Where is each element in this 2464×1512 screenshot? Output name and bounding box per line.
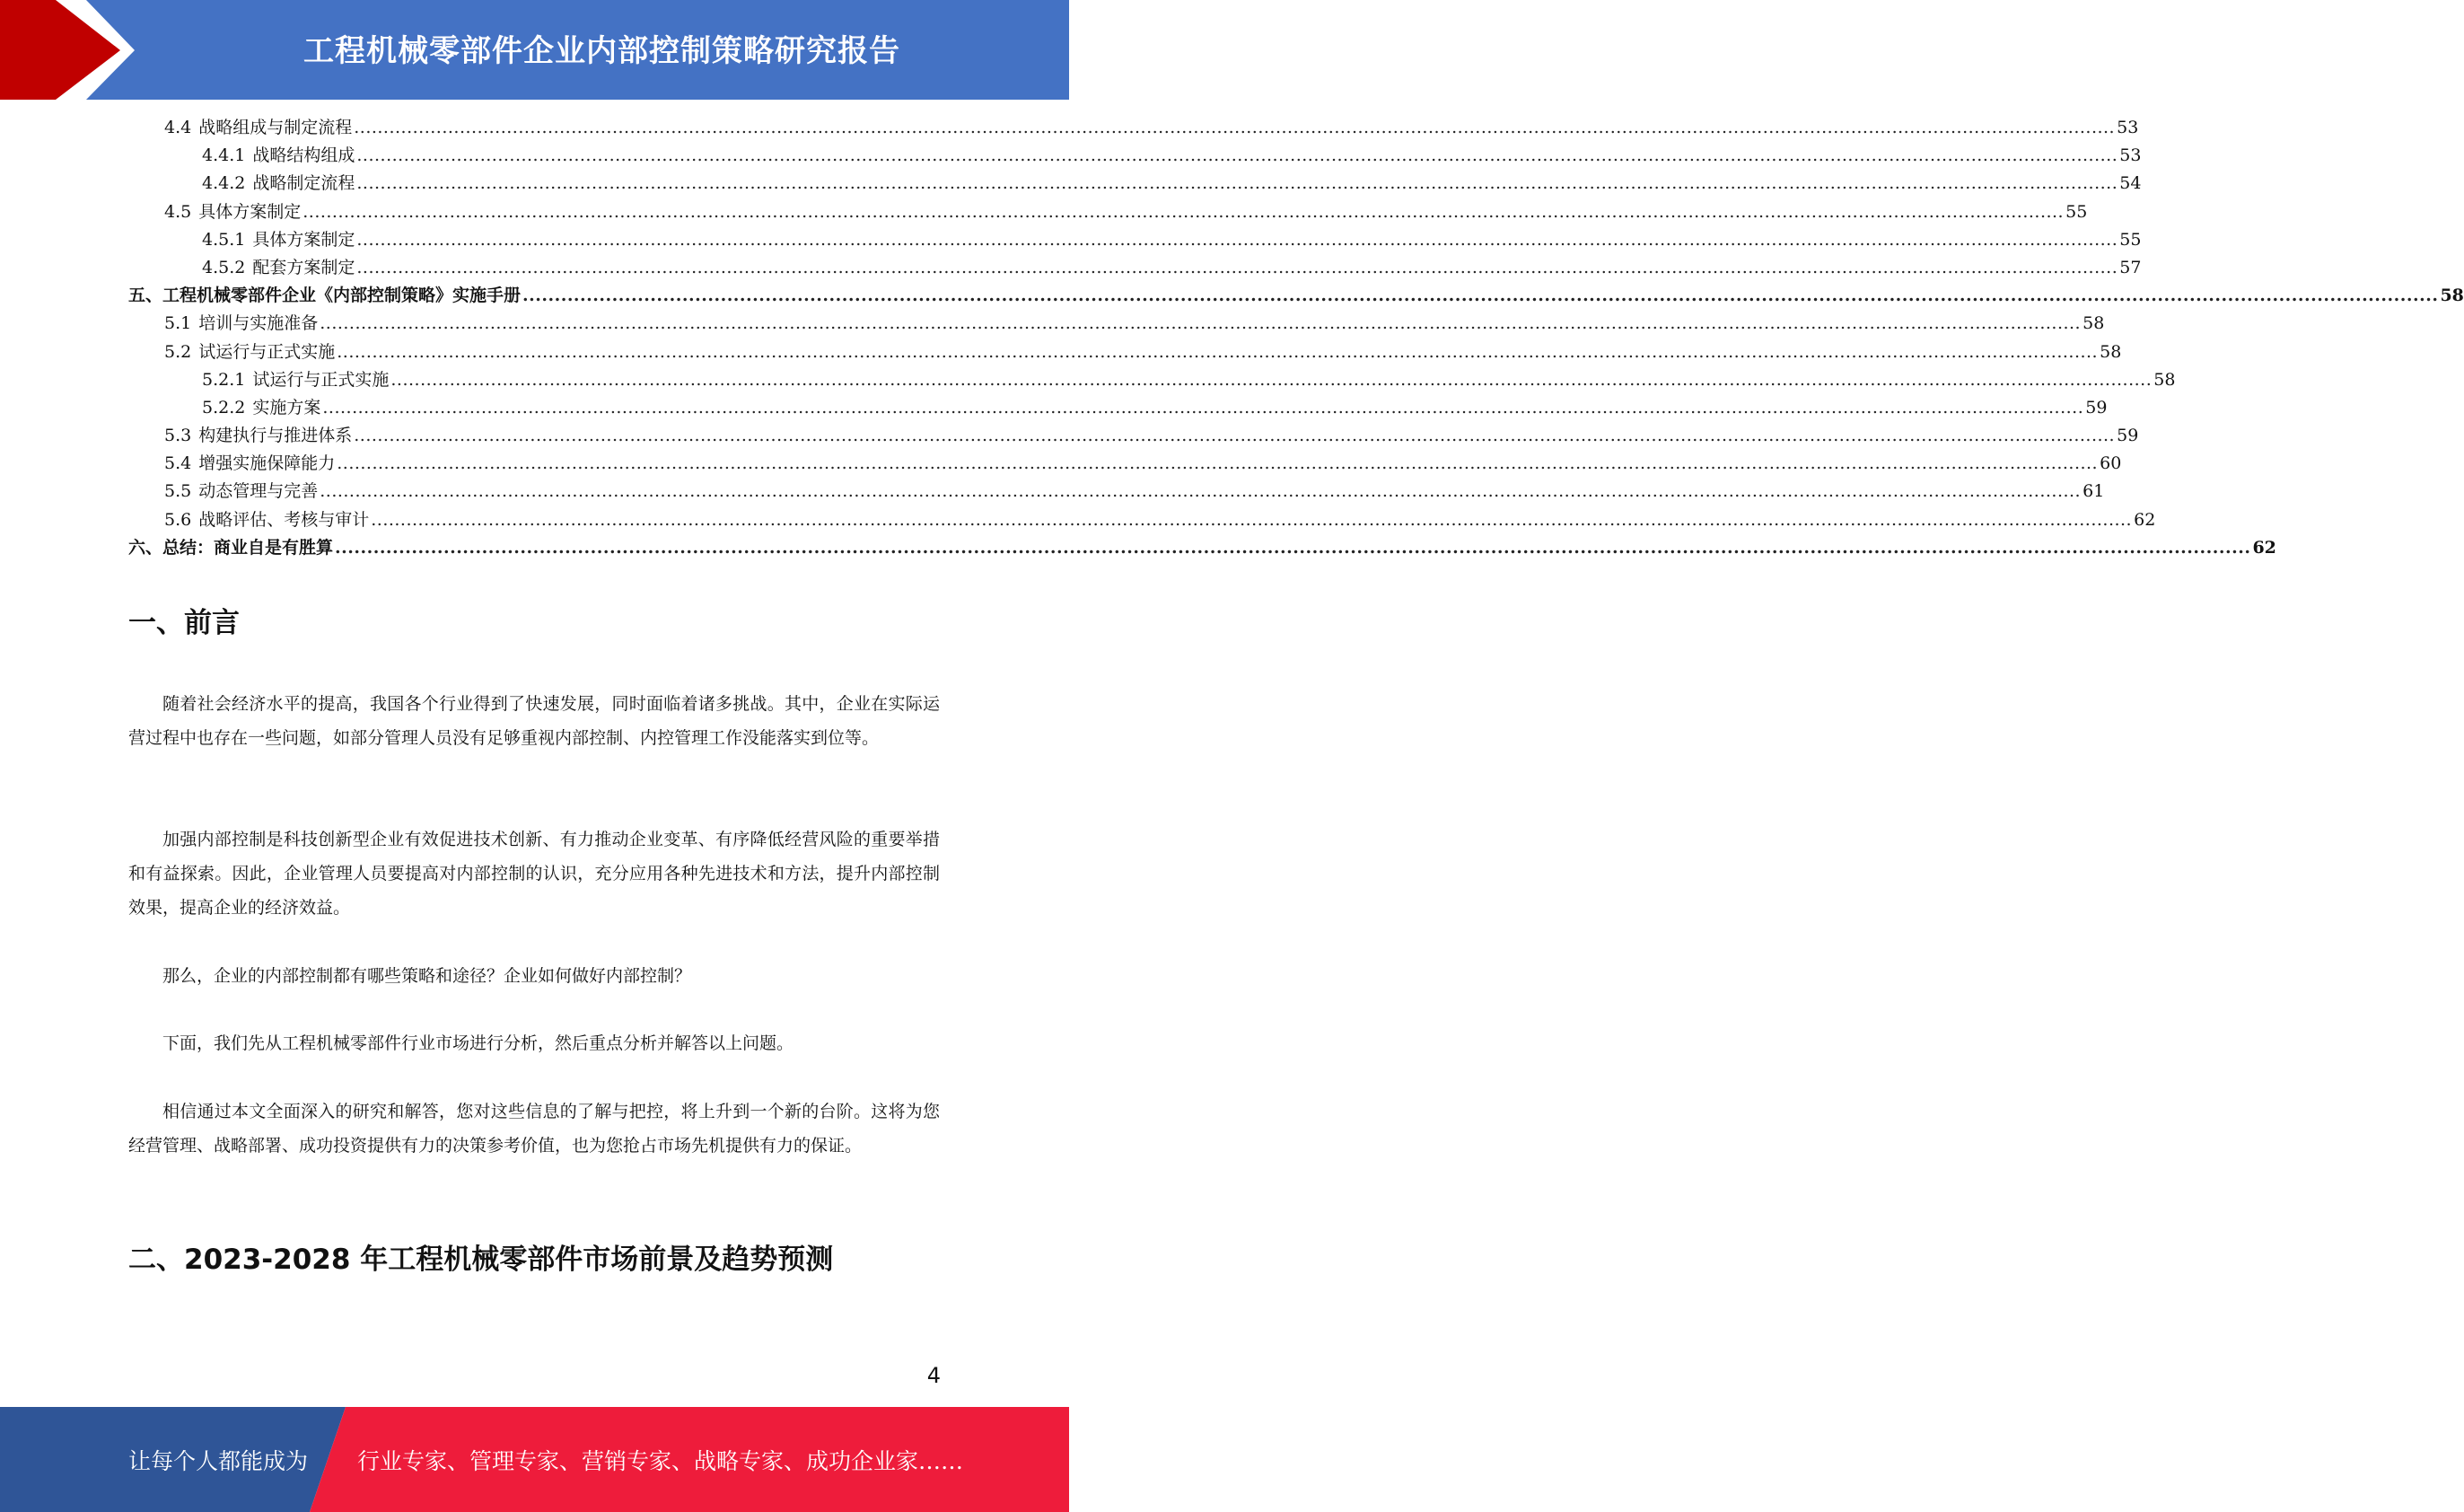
toc-entry-number: 4.5 — [164, 201, 192, 222]
section-heading-preface: 一、前言 — [128, 607, 240, 639]
toc-entry[interactable] — [128, 282, 2464, 310]
toc-entry[interactable] — [128, 478, 2105, 505]
table-of-contents — [128, 114, 2464, 562]
toc-entry[interactable] — [128, 506, 2156, 534]
toc-entry-title: 六、总结：商业自是有胜算 — [128, 537, 334, 558]
toc-entry-page: 55 — [2065, 201, 2088, 222]
paragraph: 下面，我们先从工程机械零部件行业市场进行分析，然后重点分析并解答以上问题。 — [162, 1033, 794, 1053]
toc-entry[interactable] — [128, 450, 2122, 478]
toc-entry-number: 5.2.1 — [202, 369, 246, 390]
toc-dot-leader: ............................................................................................................................................................................................................................................................................................................ — [322, 397, 2084, 418]
toc-entry-title: 试运行与正式实施 — [198, 341, 336, 362]
toc-dot-leader: ............................................................................................................................................................................................................................................................................................................ — [354, 426, 2116, 446]
toc-dot-leader: ............................................................................................................................................................................................................................................................................................................ — [335, 537, 2251, 558]
toc-entry-title: 配套方案制定 — [252, 257, 355, 277]
toc-entry[interactable] — [128, 254, 2142, 282]
toc-entry-page: 55 — [2119, 229, 2142, 250]
footer-slogan-left: 让每个人都能成为 — [128, 1447, 309, 1474]
toc-entry[interactable] — [128, 198, 2088, 226]
toc-dot-leader: ............................................................................................................................................................................................................................................................................................................ — [356, 229, 2118, 250]
footer-banner — [0, 1407, 1069, 1512]
toc-entry-number: 5.2.2 — [202, 397, 246, 418]
toc-entry-number: 5.6 — [164, 509, 192, 530]
toc-entry-page: 58 — [2153, 369, 2176, 390]
toc-entry-page: 62 — [2134, 509, 2156, 530]
toc-entry-page: 57 — [2119, 257, 2142, 277]
toc-entry-number: 5.4 — [164, 453, 192, 474]
toc-dot-leader: ............................................................................................................................................................................................................................................................................................................ — [337, 341, 2099, 362]
toc-entry-title: 实施方案 — [252, 397, 321, 418]
toc-dot-leader: ............................................................................................................................................................................................................................................................................................................ — [522, 286, 2439, 306]
toc-entry-page: 61 — [2083, 481, 2105, 502]
toc-entry[interactable] — [128, 422, 2139, 450]
toc-entry[interactable] — [128, 170, 2142, 198]
toc-entry-title: 五、工程机械零部件企业《内部控制策略》实施手册 — [128, 286, 522, 306]
toc-entry-title: 增强实施保障能力 — [198, 453, 336, 474]
toc-dot-leader: ............................................................................................................................................................................................................................................................................................................ — [354, 118, 2116, 137]
toc-dot-leader: ............................................................................................................................................................................................................................................................................................................ — [320, 313, 2082, 334]
header-banner — [0, 0, 1069, 100]
paragraph: 加强内部控制是科技创新型企业有效促进技术创新、有力推动企业变革、有序降低经营风险的重要举措和有益探索。因此，企业管理人员要提高对内部控制的认识，充分应用各种先进技术和方法，提升内部控制效果，提高企业的经济效益。 — [128, 830, 940, 918]
toc-dot-leader: ............................................................................................................................................................................................................................................................................................................ — [337, 453, 2099, 474]
toc-entry[interactable] — [128, 366, 2176, 394]
toc-dot-leader: ............................................................................................................................................................................................................................................................................................................ — [356, 173, 2118, 194]
toc-dot-leader: ............................................................................................................................................................................................................................................................................................................ — [390, 369, 2153, 390]
toc-entry[interactable] — [128, 226, 2142, 254]
toc-entry-page: 59 — [2117, 426, 2139, 446]
toc-entry-page: 59 — [2085, 397, 2108, 418]
toc-entry-page: 58 — [2440, 286, 2464, 306]
toc-dot-leader: ............................................................................................................................................................................................................................................................................................................ — [303, 201, 2065, 222]
toc-entry-page: 54 — [2119, 173, 2142, 194]
toc-dot-leader: ............................................................................................................................................................................................................................................................................................................ — [320, 481, 2082, 502]
toc-entry-number: 4.5.1 — [202, 229, 246, 250]
toc-entry-number: 5.5 — [164, 481, 192, 502]
toc-entry-title: 具体方案制定 — [198, 201, 302, 222]
toc-entry[interactable] — [128, 114, 2139, 142]
toc-entry-title: 战略结构组成 — [252, 145, 355, 166]
toc-entry-number: 4.4 — [164, 118, 192, 137]
toc-entry-title: 战略制定流程 — [252, 173, 355, 194]
toc-dot-leader: ............................................................................................................................................................................................................................................................................................................ — [356, 257, 2118, 277]
toc-entry-page: 58 — [2100, 341, 2122, 362]
page-number: 4 — [926, 1363, 941, 1388]
toc-entry-number: 4.4.1 — [202, 145, 246, 166]
toc-entry-title: 培训与实施准备 — [198, 313, 319, 334]
toc-entry-page: 53 — [2119, 145, 2142, 166]
toc-entry-title: 试运行与正式实施 — [252, 369, 390, 390]
toc-entry[interactable] — [128, 534, 2276, 562]
toc-entry-page: 58 — [2083, 313, 2105, 334]
footer-slogan-right: 行业专家、管理专家、营销专家、战略专家、成功企业家…… — [357, 1447, 964, 1474]
toc-entry-title: 动态管理与完善 — [198, 481, 319, 502]
toc-dot-leader: ............................................................................................................................................................................................................................................................................................................ — [356, 145, 2118, 166]
toc-entry-page: 60 — [2100, 453, 2122, 474]
toc-entry-title: 具体方案制定 — [252, 229, 355, 250]
toc-entry-page: 62 — [2252, 537, 2276, 558]
toc-entry-number: 5.3 — [164, 426, 192, 446]
paragraph: 随着社会经济水平的提高，我国各个行业得到了快速发展，同时面临着诸多挑战。其中，企业在实际运营过程中也存在一些问题，如部分管理人员没有足够重视内部控制、内控管理工作没能落实到位等。 — [128, 694, 940, 748]
toc-entry-number: 4.4.2 — [202, 173, 246, 194]
toc-entry-number: 4.5.2 — [202, 257, 246, 277]
section-heading-market-forecast: 二、2023-2028 年工程机械零部件市场前景及趋势预测 — [128, 1244, 834, 1276]
toc-entry-number: 5.2 — [164, 341, 192, 362]
toc-dot-leader: ............................................................................................................................................................................................................................................................................................................ — [371, 509, 2133, 530]
toc-entry-page: 53 — [2117, 118, 2139, 137]
toc-entry-title: 战略评估、考核与审计 — [198, 509, 370, 530]
report-title: 工程机械零部件企业内部控制策略研究报告 — [303, 32, 900, 69]
toc-entry-number: 5.1 — [164, 313, 192, 334]
paragraph: 那么，企业的内部控制都有哪些策略和途径？企业如何做好内部控制？ — [162, 966, 692, 986]
paragraph: 相信通过本文全面深入的研究和解答，您对这些信息的了解与把控，将上升到一个新的台阶。这将为您经营管理、战略部署、成功投资提供有力的决策参考价值，也为您抢占市场先机提供有力的保证。 — [128, 1102, 940, 1156]
toc-entry[interactable] — [128, 338, 2122, 366]
toc-entry-title: 构建执行与推进体系 — [198, 426, 353, 446]
toc-entry[interactable] — [128, 142, 2142, 170]
toc-entry[interactable] — [128, 394, 2108, 422]
toc-entry-title: 战略组成与制定流程 — [198, 118, 353, 137]
toc-entry[interactable] — [128, 310, 2105, 338]
